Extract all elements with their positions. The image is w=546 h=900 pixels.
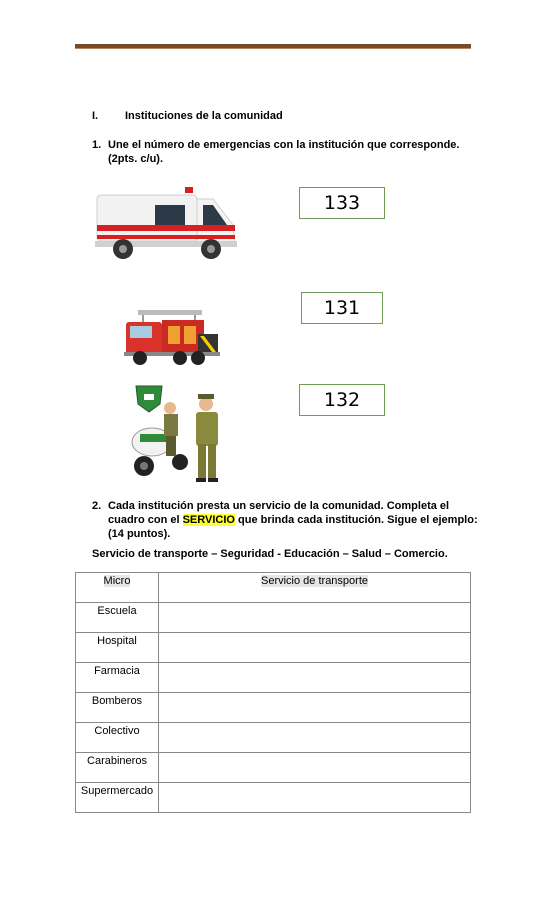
services-table xyxy=(75,572,471,813)
question-2-text-before: Cada institución presta un servicio de la comunidad. Completa el cuadro con el xyxy=(108,500,450,526)
service-cell[interactable] xyxy=(159,723,471,753)
table-row xyxy=(76,753,471,783)
emergency-number-box: 132 xyxy=(299,384,385,416)
table-row xyxy=(76,783,471,813)
service-cell[interactable] xyxy=(159,783,471,813)
question-2-number: 2. xyxy=(92,500,102,512)
service-cell[interactable] xyxy=(159,663,471,693)
question-1-text: Une el número de emergencias con la institución que corresponde. (2pts. c/u). xyxy=(108,139,460,165)
question-2 xyxy=(92,499,482,541)
table-row xyxy=(76,693,471,723)
table-row xyxy=(76,663,471,693)
service-cell[interactable] xyxy=(159,633,471,663)
service-cell[interactable] xyxy=(159,693,471,723)
question-1-number: 1. xyxy=(92,139,102,151)
police-illustration xyxy=(130,382,230,486)
question-1 xyxy=(92,138,472,166)
institution-cell: Colectivo xyxy=(76,723,159,753)
institution-cell: Micro xyxy=(76,573,159,603)
service-options: Servicio de transporte – Seguridad - Educación – Salud – Comercio. xyxy=(92,548,448,560)
section-title: Instituciones de la comunidad xyxy=(125,110,283,122)
question-2-text-after: que brinda cada institución. Sigue el ejemplo: (14 puntos). xyxy=(108,514,478,540)
service-cell[interactable]: Servicio de transporte xyxy=(159,573,471,603)
table-row xyxy=(76,573,471,603)
institution-cell: Supermercado xyxy=(76,783,159,813)
service-cell[interactable] xyxy=(159,753,471,783)
table-row xyxy=(76,633,471,663)
section-number: I. xyxy=(92,110,99,122)
institution-cell: Carabineros xyxy=(76,753,159,783)
institution-cell: Hospital xyxy=(76,633,159,663)
institution-cell: Bomberos xyxy=(76,693,159,723)
table-row xyxy=(76,603,471,633)
ambulance-illustration xyxy=(93,185,239,265)
question-2-text xyxy=(108,499,482,541)
emergency-number-box: 133 xyxy=(299,187,385,219)
institution-cell: Escuela xyxy=(76,603,159,633)
top-rule xyxy=(75,44,471,49)
section-heading xyxy=(92,110,283,122)
institution-cell: Farmacia xyxy=(76,663,159,693)
fire-truck-illustration xyxy=(124,306,222,366)
table-row xyxy=(76,723,471,753)
highlighted-word: SERVICIO xyxy=(182,514,235,526)
emergency-number-box: 131 xyxy=(301,292,383,324)
service-cell[interactable] xyxy=(159,603,471,633)
